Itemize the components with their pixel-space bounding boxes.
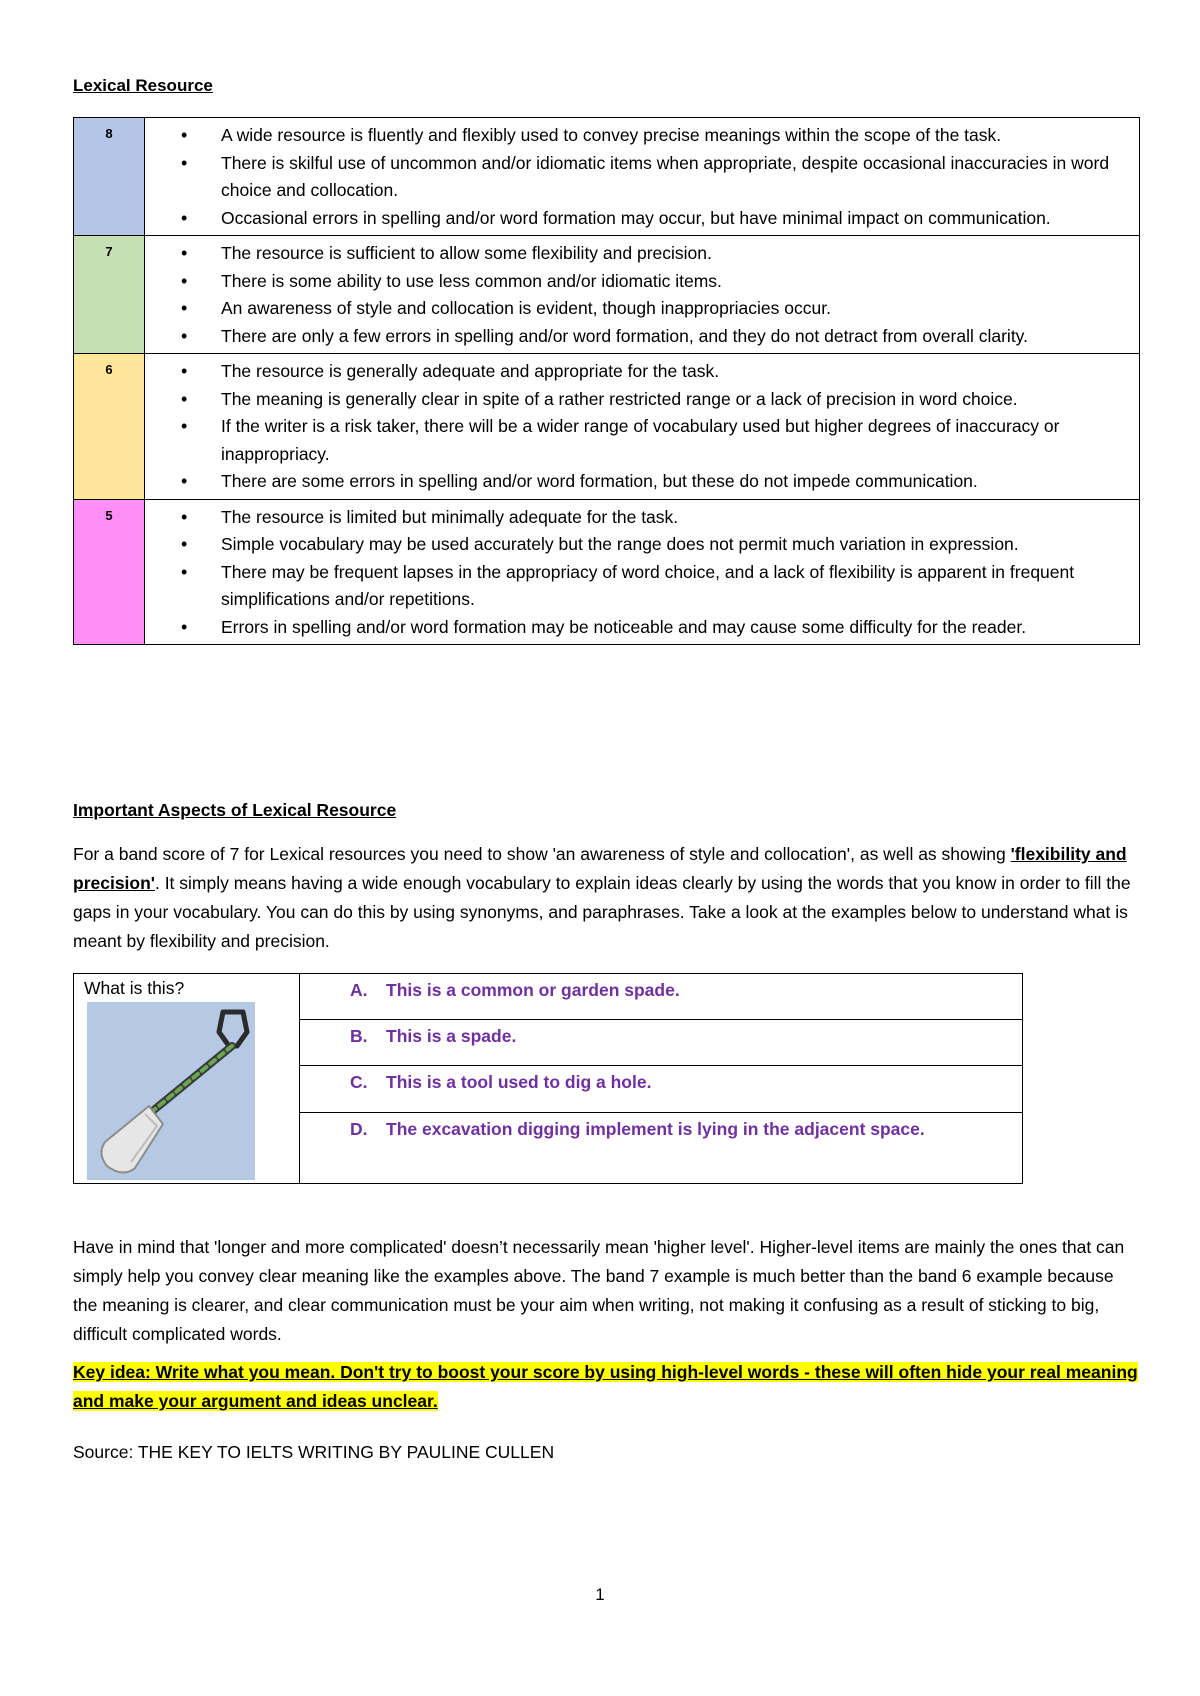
- band-descriptors: [145, 118, 1140, 236]
- band-row-5: [74, 499, 1140, 645]
- descriptor-item: • If the writer is a risk taker, there will be a wider range of vocabulary used but higher degrees of inaccuracy or inappropriacy.: [181, 413, 1129, 468]
- key-idea-text: Key idea: Write what you mean. Don't try to boost your score by using high-level words - these will often hide your real meaning and make your argument and ideas unclear.: [73, 1362, 1138, 1411]
- option-c: [350, 1072, 651, 1093]
- descriptor-item: • There are only a few errors in spelling and/or word formation, and they do not detract from overall clarity.: [181, 323, 1129, 351]
- option-row-b: [300, 1020, 1022, 1066]
- band-score: 8: [74, 118, 145, 236]
- example-question-cell: [74, 974, 300, 1183]
- descriptor-item: • A wide resource is fluently and flexibly used to convey precise meanings within the scope of the task.: [181, 122, 1129, 150]
- descriptor-item: • Occasional errors in spelling and/or word formation may occur, but have minimal impact on communication.: [181, 205, 1129, 233]
- option-row-c: [300, 1066, 1022, 1113]
- option-row-d: [300, 1113, 1022, 1183]
- option-a: [350, 980, 680, 1001]
- option-row-a: [300, 974, 1022, 1020]
- option-letter: A.: [350, 980, 368, 1000]
- band-descriptor-table: [73, 117, 1140, 645]
- section-title: Lexical Resource: [73, 76, 213, 95]
- band-score: 7: [74, 236, 145, 354]
- descriptor-item: • Errors in spelling and/or word formation may be noticeable and may cause some difficulty for the reader.: [181, 614, 1129, 642]
- descriptor-item: • An awareness of style and collocation is evident, though inappropriacies occur.: [181, 295, 1129, 323]
- intro-text-end: . It simply means having a wide enough vocabulary to explain ideas clearly by using the words that you know in order to fill the gaps in your vocabulary. You can do this by using synonyms, and paraphrases. Take a look at the examples below to understand what is meant by flexibility and precision.: [73, 873, 1131, 951]
- descriptor-list: [181, 240, 1129, 350]
- spade-icon: [87, 1002, 255, 1180]
- option-text: This is a common or garden spade.: [386, 980, 680, 1000]
- option-text: The excavation digging implement is lying in the adjacent space.: [386, 1119, 925, 1139]
- descriptor-item: • The resource is limited but minimally adequate for the task.: [181, 504, 1129, 532]
- option-text: This is a tool used to dig a hole.: [386, 1072, 652, 1092]
- band-descriptors: [145, 499, 1140, 645]
- example-question: What is this?: [84, 978, 185, 998]
- descriptor-list: [181, 358, 1129, 496]
- aspects-heading: Important Aspects of Lexical Resource: [73, 800, 397, 820]
- source-line: Source: THE KEY TO IELTS WRITING BY PAULINE CULLEN: [73, 1442, 555, 1462]
- band-descriptors: [145, 354, 1140, 500]
- explanation-paragraph: Have in mind that 'longer and more complicated' doesn’t necessarily mean 'higher level'. Higher-level items are mainly the ones that can simply help you convey clear meaning like the examples above. The band 7 example is much better than the band 6 example because the meaning is clearer, and clear communication must be your aim when writing, not making it confusing as a result of sticking to big, difficult complicated words.: [73, 1237, 1125, 1344]
- descriptor-item: • There is some ability to use less common and/or idiomatic items.: [181, 268, 1129, 296]
- descriptor-item: • There are some errors in spelling and/or word formation, but these do not impede communication.: [181, 468, 1129, 496]
- band-score: 6: [74, 354, 145, 500]
- descriptor-item: • The meaning is generally clear in spite of a rather restricted range or a lack of precision in word choice.: [181, 386, 1129, 414]
- option-letter: D.: [350, 1119, 368, 1139]
- intro-paragraph: [73, 840, 1138, 956]
- option-b: [350, 1026, 516, 1047]
- band-descriptors: [145, 236, 1140, 354]
- band-row-7: [74, 236, 1140, 354]
- option-letter: C.: [350, 1072, 368, 1092]
- descriptor-list: [181, 122, 1129, 232]
- band-row-8: [74, 118, 1140, 236]
- spade-image: [87, 1002, 255, 1180]
- descriptor-item: • The resource is generally adequate and appropriate for the task.: [181, 358, 1129, 386]
- descriptor-list: [181, 504, 1129, 642]
- descriptor-item: • There is skilful use of uncommon and/or idiomatic items when appropriate, despite occasional inaccuracies in word choice and collocation.: [181, 150, 1129, 205]
- option-letter: B.: [350, 1026, 368, 1046]
- band-score: 5: [74, 499, 145, 645]
- option-text: This is a spade.: [386, 1026, 517, 1046]
- option-d: [350, 1119, 925, 1140]
- example-table: [73, 973, 1023, 1184]
- page-number: 1: [595, 1585, 605, 1604]
- descriptor-item: • Simple vocabulary may be used accurately but the range does not permit much variation in expression.: [181, 531, 1129, 559]
- descriptor-item: • The resource is sufficient to allow some flexibility and precision.: [181, 240, 1129, 268]
- key-idea: [73, 1358, 1138, 1416]
- intro-text-start: For a band score of 7 for Lexical resources you need to show 'an awareness of style and collocation', as well as showing: [73, 844, 1011, 864]
- flexibility-precision-emphasis: 'flexibility and precision': [73, 844, 1127, 893]
- band-row-6: [74, 354, 1140, 500]
- descriptor-item: • There may be frequent lapses in the appropriacy of word choice, and a lack of flexibility is apparent in frequent simplifications and/or repetitions.: [181, 559, 1129, 614]
